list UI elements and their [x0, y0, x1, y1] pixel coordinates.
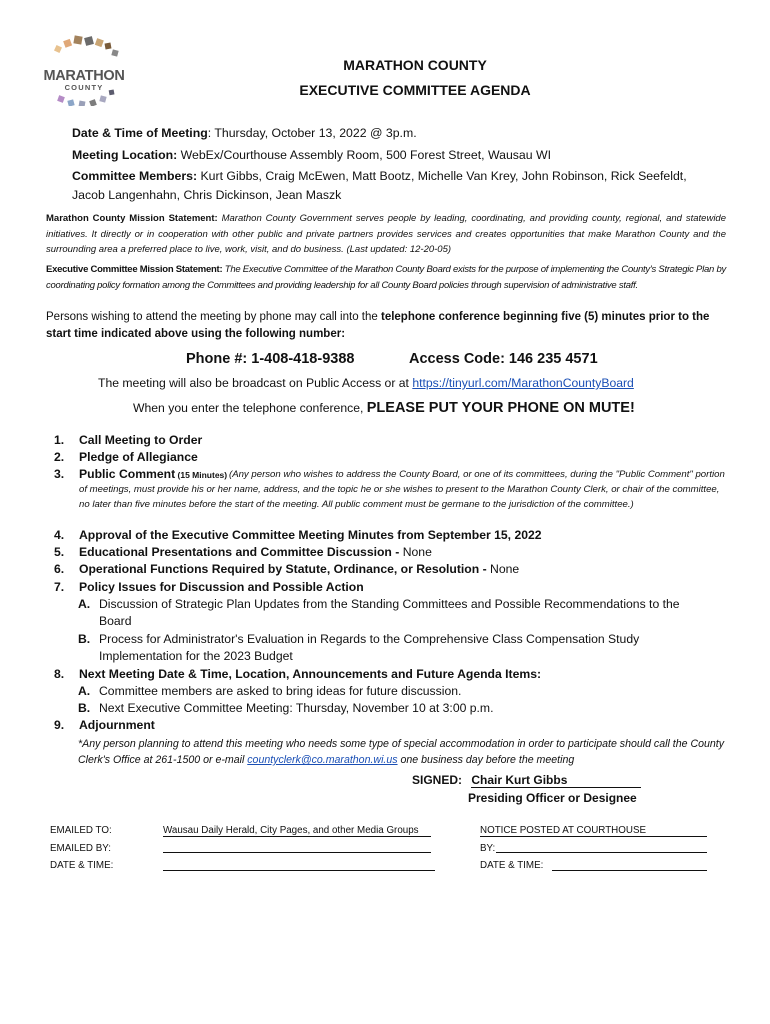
sub-text: Process for Administrator's Evaluation in Regards to the Comprehensive Class Compensation Study [99, 632, 640, 646]
by-blank [496, 840, 707, 853]
item-text: Educational Presentations and Committee Discussion - [79, 545, 403, 559]
sub-text: Committee members are asked to bring ideas for future discussion. [99, 684, 462, 698]
signature-role: Presiding Officer or Designee [468, 791, 637, 805]
agenda-item-1 [54, 433, 202, 447]
item-suffix: None [490, 562, 520, 576]
item-number: 4. [54, 528, 65, 542]
logo-subtitle: COUNTY [64, 83, 104, 92]
item-tag: (15 Minutes) [175, 470, 228, 480]
emailed-to-value: Wausau Daily Herald, City Pages, and other Media Groups [163, 825, 431, 837]
item-text: Approval of the Executive Committee Meeting Minutes from September 15, 2022 [79, 528, 542, 542]
members-label: Committee Members: [72, 169, 198, 183]
meeting-date-line [72, 126, 417, 140]
item-number: 3. [54, 467, 65, 481]
logo-wordmark: MARATHON [43, 68, 125, 84]
access-code: Access Code: 146 235 4571 [409, 351, 598, 367]
item-text: Pledge of Allegiance [79, 450, 198, 464]
item-number: 5. [54, 545, 65, 559]
clerk-email-link[interactable]: countyclerk@co.marathon.wi.us [247, 754, 398, 766]
item-text: Operational Functions Required by Statute, Ordinance, or Resolution - [79, 562, 491, 576]
notice-posted-label: NOTICE POSTED AT COURTHOUSE [480, 825, 707, 837]
agenda-item-8 [54, 667, 541, 681]
agenda-item-7a [78, 597, 680, 611]
broadcast-text: The meeting will also be broadcast on Public Access or at [98, 376, 413, 390]
title-agenda: EXECUTIVE COMMITTEE AGENDA [299, 82, 531, 98]
agenda-item-9 [54, 718, 155, 732]
county-mission-text: Marathon County Government serves people by leading, coordinating, and providing county, regional, and statewide initiatives. It directly or in cooperation with other public and private partners provides services and creates opportunities that make Marathon County and the surrounding area a preferred place to live, work, visit, and do business. (Last updated: 12-20-05) [46, 213, 727, 255]
signed-label: SIGNED: [412, 773, 463, 787]
date-time-blank [163, 858, 435, 871]
phone-instructions [46, 309, 726, 343]
item-number: 9. [54, 718, 65, 732]
committee-mission-label: Executive Committee Mission Statement: [46, 264, 223, 275]
sub-letter: A. [78, 684, 91, 698]
members-line [72, 169, 687, 183]
sub-letter: B. [78, 632, 91, 646]
item-text: Call Meeting to Order [79, 433, 203, 447]
sub-letter: B. [78, 701, 91, 715]
agenda-item-8a [78, 684, 461, 698]
mute-line [133, 400, 635, 416]
committee-mission-text: The Executive Committee of the Marathon County Board exists for the purpose of implementing the County's Strategic Plan by coordinating policy formation among the Committees and providing leadership for all County Board policies through supervision of administrative staff. [46, 264, 726, 291]
public-comment-note: (Any person who wishes to address the County Board, or one of its committees, during the "Public Comment" portion of meetings, must provide his or her name, address, and the topic he or she wishes to present to the Marathon County Clerk, or chair of the committee, no later than five minutes before the start of the meeting. All public comment must be germane to the jurisdiction of the committee.) [79, 469, 725, 510]
item-text: Next Meeting Date & Time, Location, Announcements and Future Agenda Items: [79, 667, 542, 681]
mute-intro: When you enter the telephone conference, [133, 401, 367, 415]
item-number: 6. [54, 562, 65, 576]
accommodation-end: one business day before the meeting [397, 754, 575, 766]
accommodation-text: *Any person planning to attend this meeting who needs some type of special accommodation in order to participate should call the County Clerk's Office at 261-1500 or e-mail [78, 738, 725, 766]
sub-text: Next Executive Committee Meeting: Thursday, November 10 at 3:00 p.m. [99, 701, 494, 715]
county-mission-statement [46, 211, 726, 258]
date-time-blank-2 [552, 858, 707, 871]
mute-warning: PLEASE PUT YOUR PHONE ON MUTE! [366, 400, 635, 416]
sub-text: Discussion of Strategic Plan Updates from the Standing Committees and Possible Recommendations to the [99, 597, 680, 611]
item-number: 1. [54, 433, 65, 447]
county-mission-label: Marathon County Mission Statement: [46, 213, 218, 224]
broadcast-link[interactable]: https://tinyurl.com/MarathonCountyBoard [412, 376, 634, 390]
item-text: Adjournment [79, 718, 155, 732]
location-label: Meeting Location: [72, 148, 178, 162]
item-suffix: None [402, 545, 432, 559]
county-logo [38, 34, 130, 106]
agenda-item-7b-cont: Implementation for the 2023 Budget [99, 649, 293, 663]
agenda-item-2 [54, 450, 198, 464]
accommodation-note [78, 736, 728, 768]
date-value: : Thursday, October 13, 2022 @ 3p.m. [207, 126, 417, 140]
signed-name: Chair Kurt Gibbs [471, 773, 641, 788]
emailed-to-label: EMAILED TO: [50, 825, 112, 836]
date-time-label: DATE & TIME: [50, 860, 114, 871]
item-number: 7. [54, 580, 65, 594]
item-text: Public Comment [79, 467, 176, 481]
phone-number: Phone #: 1-408-418-9388 [186, 351, 355, 367]
emailed-by-label: EMAILED BY: [50, 843, 111, 854]
agenda-item-7 [54, 580, 364, 594]
agenda-item-7a-cont: Board [99, 614, 132, 628]
signature-line [412, 773, 641, 788]
agenda-item-6 [54, 562, 519, 576]
sub-letter: A. [78, 597, 91, 611]
emailed-by-blank [163, 840, 431, 853]
date-time-label-2: DATE & TIME: [480, 860, 544, 871]
phone-intro-bold: telephone conference beginning five (5) minutes prior to the start time indicated above using the following number: [46, 311, 710, 340]
item-number: 8. [54, 667, 65, 681]
phone-intro: Persons wishing to attend the meeting by phone may call into the [46, 311, 381, 323]
committee-mission-statement [46, 262, 726, 293]
meeting-location-line [72, 148, 551, 162]
broadcast-line [98, 376, 634, 390]
by-label: BY: [480, 843, 496, 854]
agenda-item-7b [78, 632, 639, 646]
members-line-2: Jacob Langenhahn, Chris Dickinson, Jean Maszk [72, 188, 342, 202]
item-number: 2. [54, 450, 65, 464]
agenda-item-8b [78, 701, 493, 715]
item-text: Policy Issues for Discussion and Possible Action [79, 580, 364, 594]
date-label: Date & Time of Meeting [72, 126, 208, 140]
agenda-item-4 [54, 528, 542, 542]
location-value: WebEx/Courthouse Assembly Room, 500 Forest Street, Wausau WI [177, 148, 552, 162]
title-county: MARATHON COUNTY [343, 57, 487, 73]
agenda-item-5 [54, 545, 432, 559]
members-value: Kurt Gibbs, Craig McEwen, Matt Bootz, Michelle Van Krey, John Robinson, Rick Seefeldt, [197, 169, 687, 183]
